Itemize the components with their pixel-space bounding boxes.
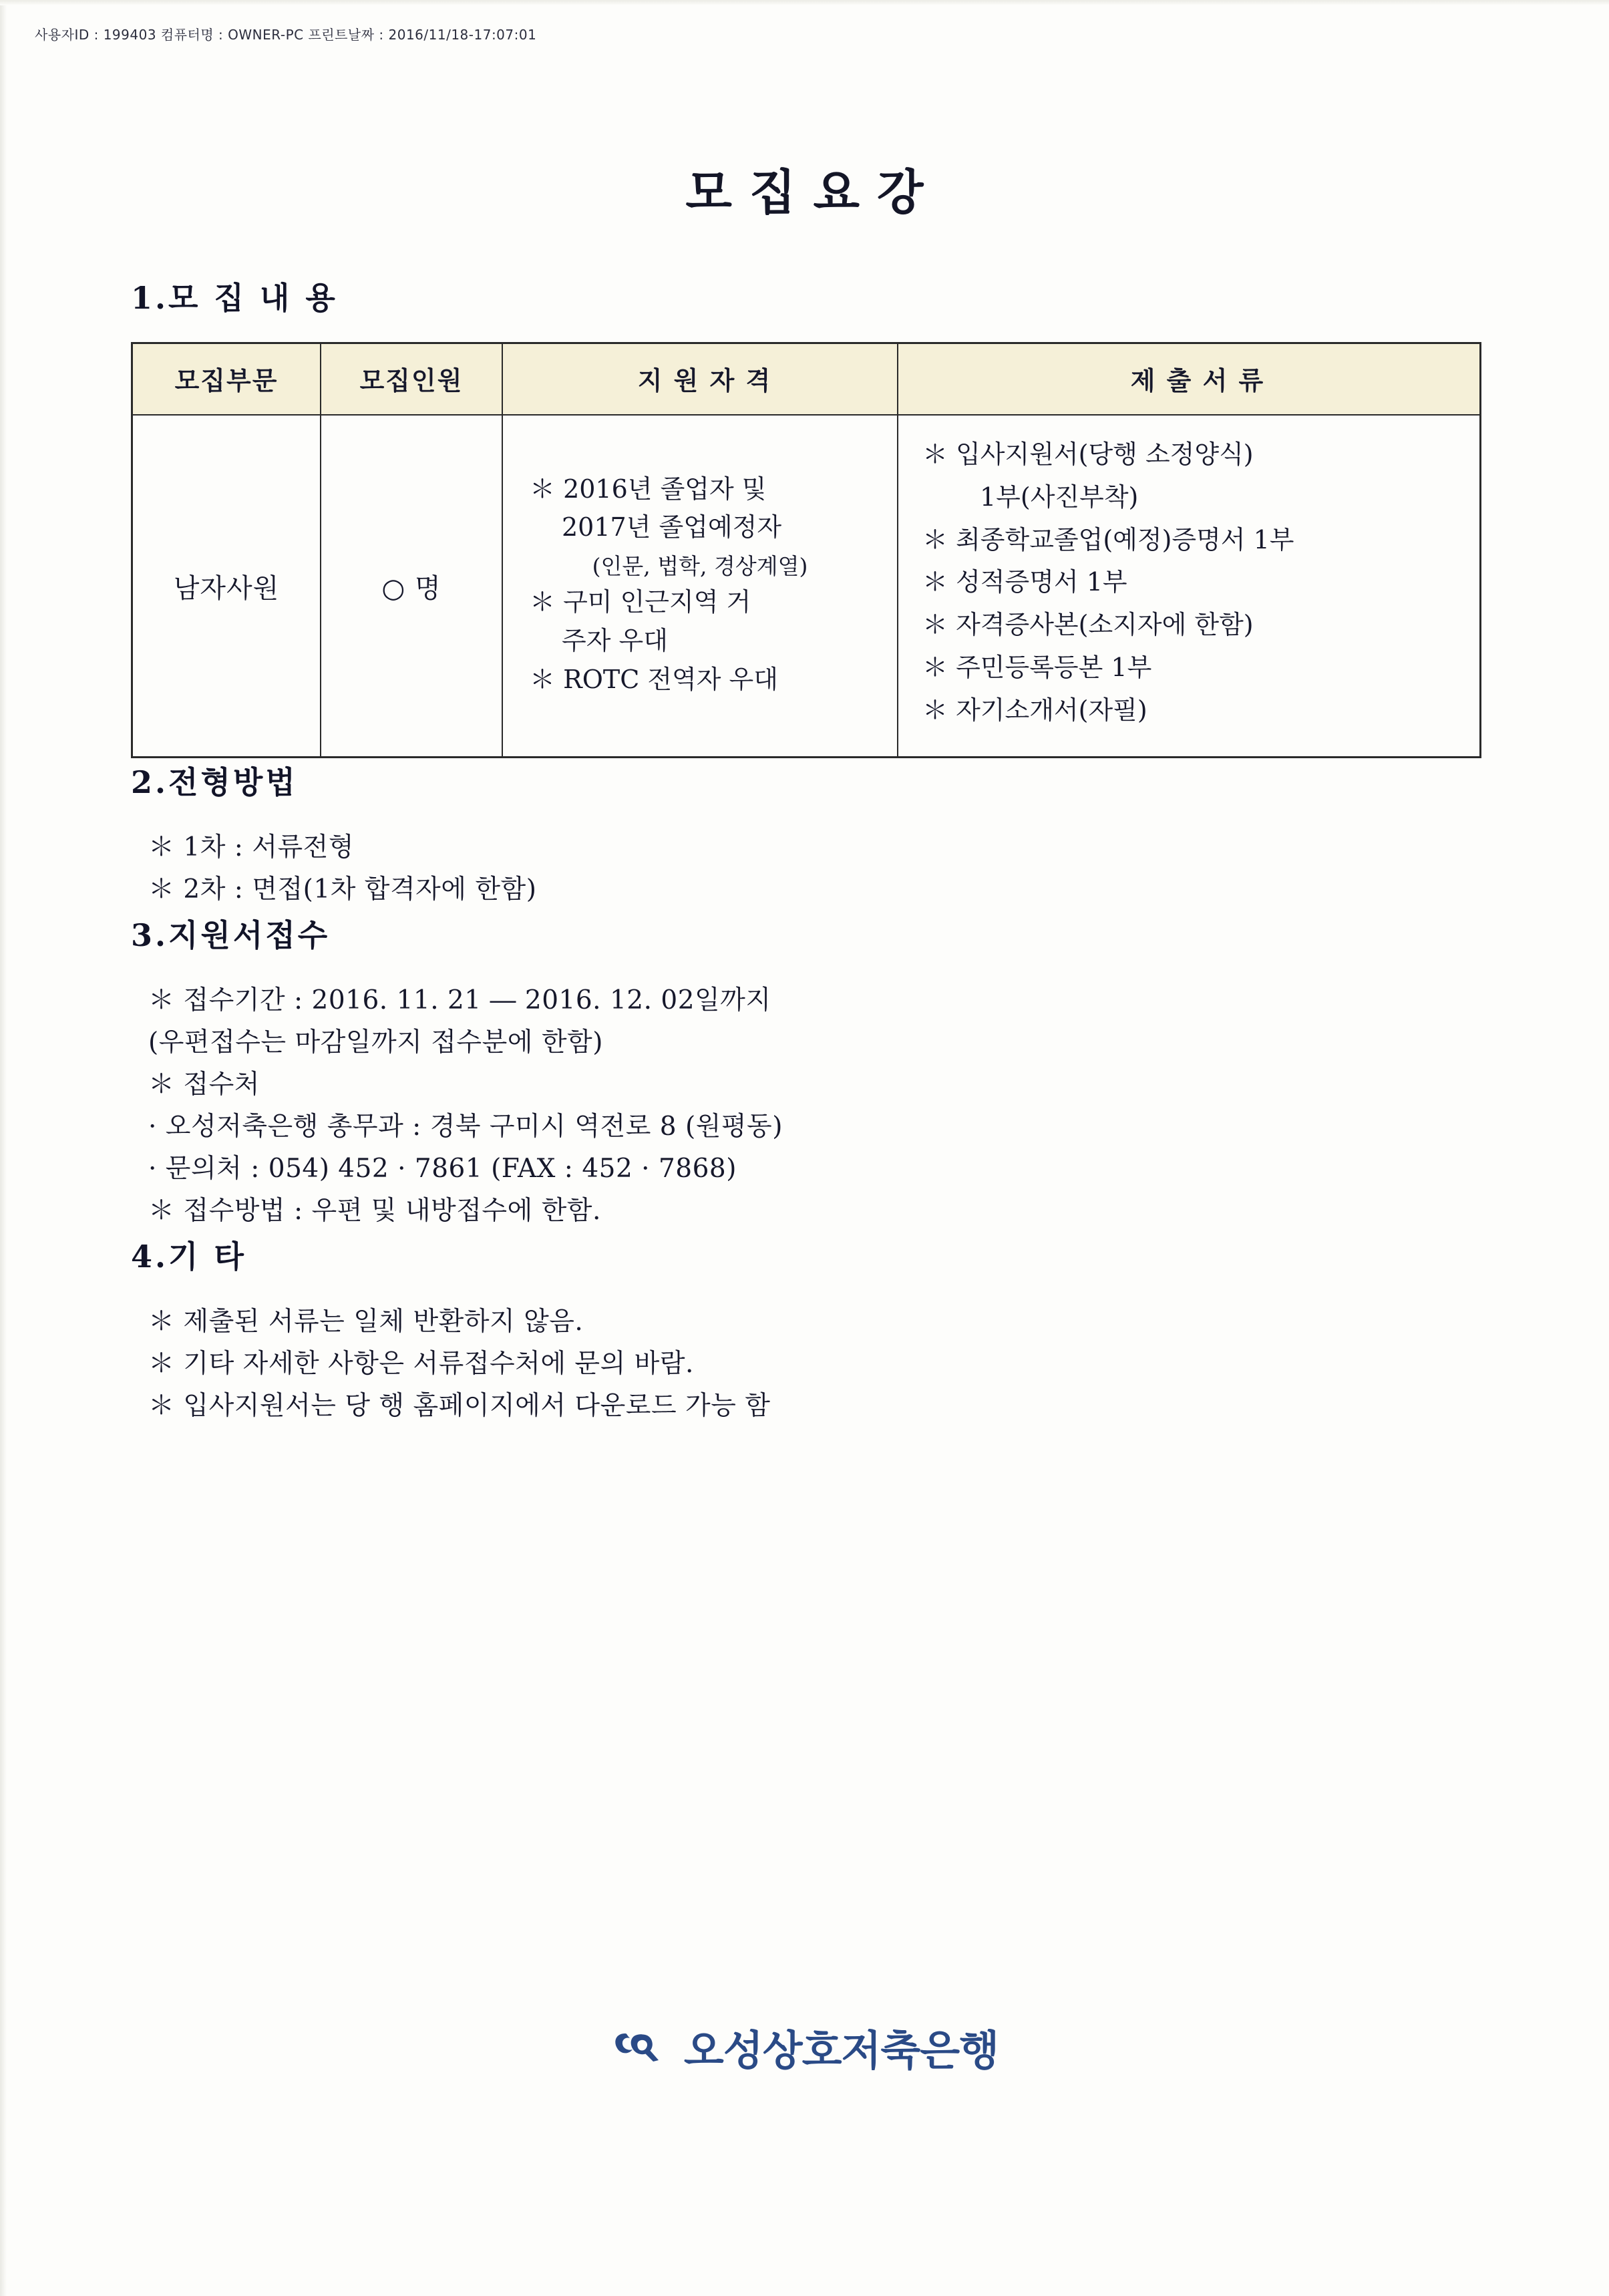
- document-body: [131, 274, 1487, 1427]
- print-header: 사용자ID : 199403 컴퓨터명 : OWNER-PC 프린트날짜 : 2016/11/18-17:07:01: [35, 27, 537, 43]
- application-list: [131, 979, 1487, 1233]
- table-row: [132, 415, 1481, 758]
- document-line: 1부(사진부착): [980, 482, 1139, 512]
- selection-method-list: [131, 826, 1487, 911]
- section-heading-selection-method: 2.전형방법: [131, 764, 298, 801]
- section-heading-recruit-content: 1.모 집 내 용: [131, 280, 338, 316]
- scan-edge-left: [0, 0, 7, 2296]
- list-item: ＊ 1차 : 서류전형: [148, 832, 355, 863]
- scan-edge-top: [0, 0, 1609, 5]
- recruit-table: [131, 342, 1481, 758]
- col-header-qualification: 지 원 자 격: [502, 343, 898, 416]
- document-line: ＊ 최종학교졸업(예정)증명서 1부: [922, 524, 1294, 554]
- cell-qualifications: [502, 415, 898, 758]
- list-item: · 오성저축은행 총무과 : 경북 구미시 역전로 8 (원평동): [148, 1112, 783, 1142]
- qualification-line: ＊ 구미 인근지역 거: [530, 587, 751, 617]
- bank-logo-icon: [610, 2027, 672, 2068]
- section-heading-application: 3.지원서접수: [131, 917, 331, 953]
- list-item: ＊ 접수방법 : 우편 및 내방접수에 한함.: [148, 1196, 601, 1226]
- cell-count: ○ 명: [321, 415, 502, 758]
- col-header-count: 모집인원: [321, 343, 502, 416]
- qualification-line: ＊ ROTC 전역자 우대: [530, 664, 778, 694]
- document-line: ＊ 자격증사본(소지자에 한함): [922, 610, 1254, 639]
- cell-field: 남자사원: [132, 415, 321, 758]
- list-item: (우편접수는 마감일까지 접수분에 한함): [148, 1027, 603, 1057]
- list-item: ＊ 입사지원서는 당 행 홈페이지에서 다운로드 가능 함: [148, 1390, 771, 1421]
- other-list: [131, 1301, 1487, 1428]
- qualification-line: 2017년 졸업예정자: [562, 512, 782, 542]
- cell-documents: [898, 415, 1481, 758]
- footer-logo: [0, 2017, 1609, 2077]
- list-item: · 문의처 : 054) 452 · 7861 (FAX : 452 · 7868): [148, 1154, 737, 1184]
- table-header-row: [132, 343, 1481, 416]
- list-item: ＊ 제출된 서류는 일체 반환하지 않음.: [148, 1306, 584, 1337]
- document-line: ＊ 성적증명서 1부: [922, 567, 1127, 597]
- list-item: ＊ 접수기간 : 2016. 11. 21 ― 2016. 12. 02일까지: [148, 985, 771, 1015]
- col-header-documents: 제 출 서 류: [898, 343, 1481, 416]
- page-title: 모집요강: [685, 164, 941, 220]
- qualification-line: ＊ 2016년 졸업자 및: [530, 474, 767, 504]
- list-item: ＊ 접수처: [148, 1069, 260, 1100]
- company-name: 오성상호저축은행: [683, 2026, 999, 2075]
- list-item: ＊ 기타 자세한 사항은 서류접수처에 문의 바람.: [148, 1348, 694, 1379]
- list-item: ＊ 2차 : 면접(1차 합격자에 한함): [148, 874, 537, 905]
- section-heading-other: 4.기 타: [131, 1238, 246, 1275]
- qualification-line: (인문, 법학, 경상계열): [592, 553, 808, 580]
- col-header-field: 모집부문: [132, 343, 321, 416]
- document-line: ＊ 주민등록등본 1부: [922, 652, 1152, 682]
- document-line: ＊ 입사지원서(당행 소정양식): [922, 440, 1254, 469]
- document-line: ＊ 자기소개서(자필): [922, 695, 1147, 725]
- qualification-line: 주자 우대: [562, 626, 668, 656]
